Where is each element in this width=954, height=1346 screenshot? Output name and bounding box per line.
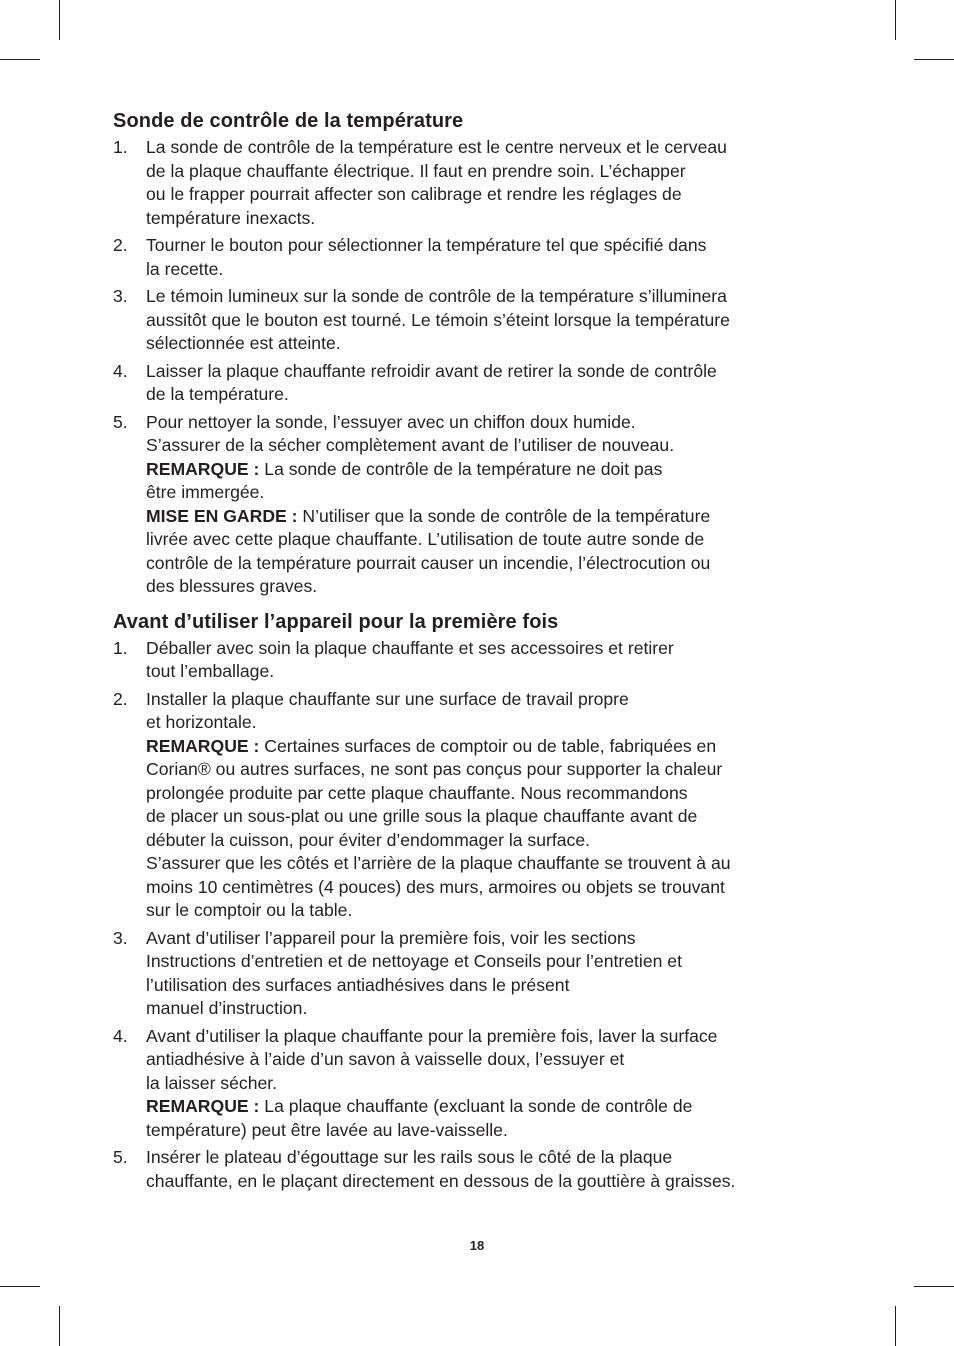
line-text: Avant d’utiliser l’appareil pour la première fois, voir les sections — [146, 927, 636, 948]
text-line — [146, 688, 848, 712]
text-line — [146, 481, 848, 505]
list-item-number: 1. — [113, 637, 128, 658]
text-line — [146, 332, 848, 356]
line-text: et horizontale. — [146, 712, 257, 732]
line-text: Instructions d’entretien et de nettoyage et Conseils pour l’entretien et — [146, 951, 682, 971]
crop-mark-bottom-right-vertical — [895, 1306, 896, 1346]
list-item — [113, 637, 848, 684]
crop-mark-top-right-vertical — [895, 0, 896, 40]
crop-mark-top-right-horizontal — [914, 59, 954, 60]
crop-mark-top-left-vertical — [59, 0, 60, 40]
text-line — [146, 1095, 848, 1119]
list-item-number: 1. — [113, 137, 128, 157]
text-line — [146, 207, 848, 231]
text-line — [146, 876, 848, 900]
list-item — [113, 411, 848, 599]
line-text: la recette. — [146, 258, 224, 279]
crop-mark-bottom-right-horizontal — [914, 1286, 954, 1287]
section-heading: Sonde de contrôle de la température — [113, 110, 464, 132]
text-line — [146, 637, 848, 661]
crop-mark-bottom-left-horizontal — [0, 1286, 40, 1287]
list-item-number: 3. — [113, 927, 128, 948]
list-item-number: 2. — [113, 688, 128, 709]
line-text: la laisser sécher. — [146, 1072, 278, 1093]
line-text: Avant d’utiliser la plaque chauffante pour la première fois, laver la surface — [146, 1025, 718, 1046]
text-line — [146, 1048, 848, 1072]
line-text: de la température. — [146, 384, 289, 404]
line-text: antiadhésive à l’aide d’un savon à vaisselle doux, l’essuyer et — [146, 1049, 625, 1069]
bold-label: MISE EN GARDE : — [146, 505, 298, 526]
page-number: 18 — [469, 1238, 485, 1253]
text-line — [146, 997, 848, 1021]
list-item-number: 2. — [113, 235, 128, 255]
text-line — [146, 852, 848, 876]
text-line — [146, 258, 848, 282]
text-line — [146, 974, 848, 998]
list-item — [113, 234, 848, 281]
text-line — [146, 183, 848, 207]
text-line — [146, 1146, 848, 1170]
line-text: tout l’emballage. — [146, 661, 275, 681]
line-text: livrée avec cette plaque chauffante. L’utilisation de toute autre sonde de — [146, 529, 705, 549]
line-text: de la plaque chauffante électrique. Il faut en prendre soin. L’échapper — [146, 160, 686, 181]
text-line — [146, 1025, 848, 1049]
line-text: sélectionnée est atteinte. — [146, 333, 341, 353]
line-text: moins 10 centimètres (4 pouces) des murs, armoires ou objets se trouvant — [146, 876, 725, 897]
text-line — [146, 758, 848, 782]
line-text: Installer la plaque chauffante sur une surface de travail propre — [146, 688, 629, 709]
line-text: manuel d’instruction. — [146, 998, 308, 1018]
list-item-number: 5. — [113, 411, 128, 432]
text-line — [146, 505, 848, 529]
line-text: Certaines surfaces de comptoir ou de table, fabriquées en — [259, 735, 717, 756]
text-line — [146, 552, 848, 576]
line-text: Tourner le bouton pour sélectionner la température tel que spécifié dans — [146, 235, 707, 255]
text-line — [146, 927, 848, 951]
text-line — [146, 136, 848, 160]
page-content — [113, 106, 848, 1197]
list-item-number: 4. — [113, 360, 128, 381]
line-text: sur le comptoir ou la table. — [146, 900, 353, 920]
line-text: température inexacts. — [146, 207, 316, 228]
line-text: prolongée produite par cette plaque chauffante. Nous recommandons — [146, 782, 688, 803]
line-text: Corian® ou autres surfaces, ne sont pas conçus pour supporter la chaleur — [146, 759, 723, 779]
line-text: Le témoin lumineux sur la sonde de contrôle de la température s’illuminera — [146, 286, 727, 306]
text-line — [146, 1170, 848, 1194]
text-line — [146, 458, 848, 482]
line-text: La sonde de contrôle de la température est le centre nerveux et le cerveau — [146, 137, 727, 157]
list-item — [113, 136, 848, 230]
text-line — [146, 234, 848, 258]
list-item — [113, 1146, 848, 1193]
line-text: être immergée. — [146, 482, 265, 502]
line-text: La plaque chauffante (excluant la sonde de contrôle de — [259, 1096, 693, 1116]
text-line — [146, 782, 848, 806]
line-text: N’utiliser que la sonde de contrôle de la température — [297, 505, 711, 526]
bold-label: REMARQUE : — [146, 1096, 260, 1116]
text-line — [146, 805, 848, 829]
line-text: des blessures graves. — [146, 576, 318, 596]
list-item — [113, 688, 848, 923]
line-text: Laisser la plaque chauffante refroidir avant de retirer la sonde de contrôle — [146, 360, 717, 381]
line-text: aussitôt que le bouton est tourné. Le témoin s’éteint lorsque la température — [146, 309, 730, 330]
line-text: La sonde de contrôle de la température ne doit pas — [259, 458, 663, 479]
text-line — [146, 160, 848, 184]
line-text: S’assurer de la sécher complètement avant de l’utiliser de nouveau. — [146, 435, 675, 455]
crop-mark-top-left-horizontal — [0, 59, 40, 60]
line-text: Déballer avec soin la plaque chauffante et ses accessoires et retirer — [146, 637, 674, 658]
line-text: S’assurer que les côtés et l’arrière de la plaque chauffante se trouvent à au — [146, 853, 731, 873]
crop-mark-bottom-left-vertical — [59, 1306, 60, 1346]
list-item — [113, 360, 848, 407]
line-text: température) peut être lavée au lave-vaisselle. — [146, 1119, 508, 1140]
text-line — [146, 411, 848, 435]
line-text: contrôle de la température pourrait causer un incendie, l’électrocution ou — [146, 552, 711, 573]
text-line — [146, 309, 848, 333]
text-line — [146, 360, 848, 384]
list-item — [113, 1025, 848, 1143]
text-line — [146, 1072, 848, 1096]
line-text: débuter la cuisson, pour éviter d’endommager la surface. — [146, 829, 590, 850]
line-text: de placer un sous-plat ou une grille sous la plaque chauffante avant de — [146, 806, 698, 826]
section-heading: Avant d’utiliser l’appareil pour la première fois — [113, 610, 559, 633]
text-line — [146, 660, 848, 684]
list-item — [113, 285, 848, 356]
text-line — [146, 575, 848, 599]
bold-label: REMARQUE : — [146, 735, 260, 756]
line-text: Insérer le plateau d’égouttage sur les rails sous le côté de la plaque — [146, 1147, 673, 1167]
text-line — [146, 899, 848, 923]
text-line — [146, 434, 848, 458]
list-item-number: 3. — [113, 286, 128, 306]
text-line — [146, 829, 848, 853]
text-line — [146, 285, 848, 309]
text-line — [146, 383, 848, 407]
text-line — [146, 528, 848, 552]
line-text: l’utilisation des surfaces antiadhésives dans le présent — [146, 974, 570, 995]
line-text: Pour nettoyer la sonde, l’essuyer avec un chiffon doux humide. — [146, 411, 636, 432]
list-item — [113, 927, 848, 1021]
text-line — [146, 711, 848, 735]
numbered-list — [113, 136, 848, 599]
line-text: ou le frapper pourrait affecter son calibrage et rendre les réglages de — [146, 184, 682, 204]
list-item-number: 5. — [113, 1147, 128, 1167]
text-line — [146, 735, 848, 759]
list-item-number: 4. — [113, 1025, 128, 1046]
text-line — [146, 1119, 848, 1143]
line-text: chauffante, en le plaçant directement en dessous de la gouttière à graisses. — [146, 1170, 736, 1191]
numbered-list — [113, 637, 848, 1194]
text-line — [146, 950, 848, 974]
bold-label: REMARQUE : — [146, 458, 260, 479]
